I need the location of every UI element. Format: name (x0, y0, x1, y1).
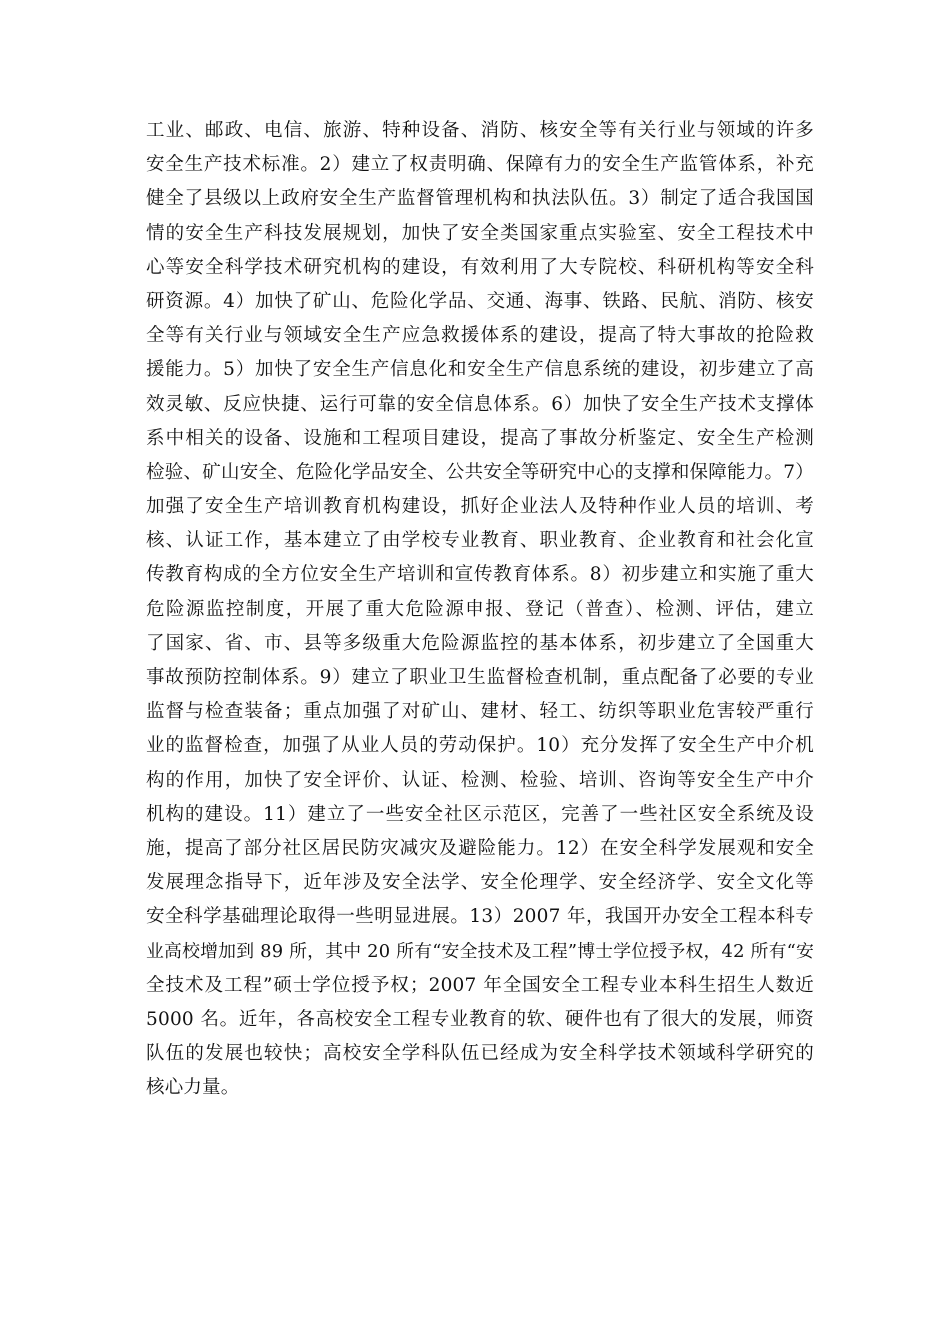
text-line: 系中相关的设备、设施和工程项目建设，提高了事故分析鉴定、安全生产检测 (146, 427, 814, 449)
text-line: 核、认证工作，基本建立了由学校专业教育、职业教育、企业教育和社会化宣 (146, 530, 814, 552)
text-line: 情的安全生产科技发展规划，加快了安全类国家重点实验室、安全工程技术中 (146, 222, 814, 244)
text-line: 工业、邮政、电信、旅游、特种设备、消防、核安全等有关行业与领域的许多 (146, 120, 814, 141)
text-line: 安全科学基础理论取得一些明显进展。13）2007 年，我国开办安全工程本科专 (146, 906, 814, 928)
text-line: 发展理念指导下，近年涉及安全法学、安全伦理学、安全经济学、安全文化等 (146, 872, 814, 894)
text-line: 监督与检查装备；重点加强了对矿山、建材、轻工、纺织等职业危害较严重行 (146, 701, 814, 723)
text-line: 效灵敏、反应快捷、运行可靠的安全信息体系。6）加快了安全生产技术支撑体 (146, 393, 814, 415)
text-line: 5000 名。近年，各高校安全工程专业教育的软、硬件也有了很大的发展，师资 (146, 1008, 814, 1030)
text-line: 安全生产技术标准。2）建立了权责明确、保障有力的安全生产监管体系，补充 (146, 154, 814, 176)
text-line: 施，提高了部分社区居民防灾减灾及避险能力。12）在安全科学发展观和安全 (146, 837, 814, 859)
text-line: 机构的建设。11）建立了一些安全社区示范区，完善了一些社区安全系统及设 (146, 803, 814, 825)
text-line: 全技术及工程”硕士学位授予权；2007 年全国安全工程专业本科生招生人数近 (146, 974, 814, 996)
text-line: 研资源。4）加快了矿山、危险化学品、交通、海事、铁路、民航、消防、核安 (146, 290, 814, 312)
text-line: 核心力量。 (146, 1077, 240, 1099)
text-line: 全等有关行业与领域安全生产应急救援体系的建设，提高了特大事故的抢险救 (146, 325, 814, 347)
text-line: 事故预防控制体系。9）建立了职业卫生监督检查机制，重点配备了必要的专业 (146, 667, 814, 688)
text-line: 队伍的发展也较快；高校安全学科队伍已经成为安全科学技术领域科学研究的 (146, 1043, 814, 1065)
text-line: 业高校增加到 89 所，其中 20 所有“安全技术及工程”博士学位授予权，42 所有“安 (146, 940, 814, 962)
text-line: 检验、矿山安全、危险化学品安全、公共安全等研究中心的支撑和保障能力。7） (146, 461, 814, 483)
text-line: 业的监督检查，加强了从业人员的劳动保护。10）充分发挥了安全生产中介机 (146, 735, 814, 757)
text-line: 心等安全科学技术研究机构的建设，有效利用了大专院校、科研机构等安全科 (146, 256, 814, 278)
text-line: 援能力。5）加快了安全生产信息化和安全生产信息系统的建设，初步建立了高 (146, 359, 814, 381)
text-line: 危险源监控制度，开展了重大危险源申报、登记（普查）、检测、评估，建立 (146, 598, 814, 620)
text-line: 健全了县级以上政府安全生产监督管理机构和执法队伍。3）制定了适合我国国 (146, 188, 814, 210)
text-line: 构的作用，加快了安全评价、认证、检测、检验、培训、咨询等安全生产中介 (146, 769, 814, 791)
text-line: 加强了安全生产培训教育机构建设，抓好企业法人及特种作业人员的培训、考 (146, 496, 814, 518)
body-paragraph (146, 114, 814, 1105)
text-line: 了国家、省、市、县等多级重大危险源监控的基本体系，初步建立了全国重大 (146, 632, 814, 654)
text-line: 传教育构成的全方位安全生产培训和宣传教育体系。8）初步建立和实施了重大 (146, 564, 814, 586)
